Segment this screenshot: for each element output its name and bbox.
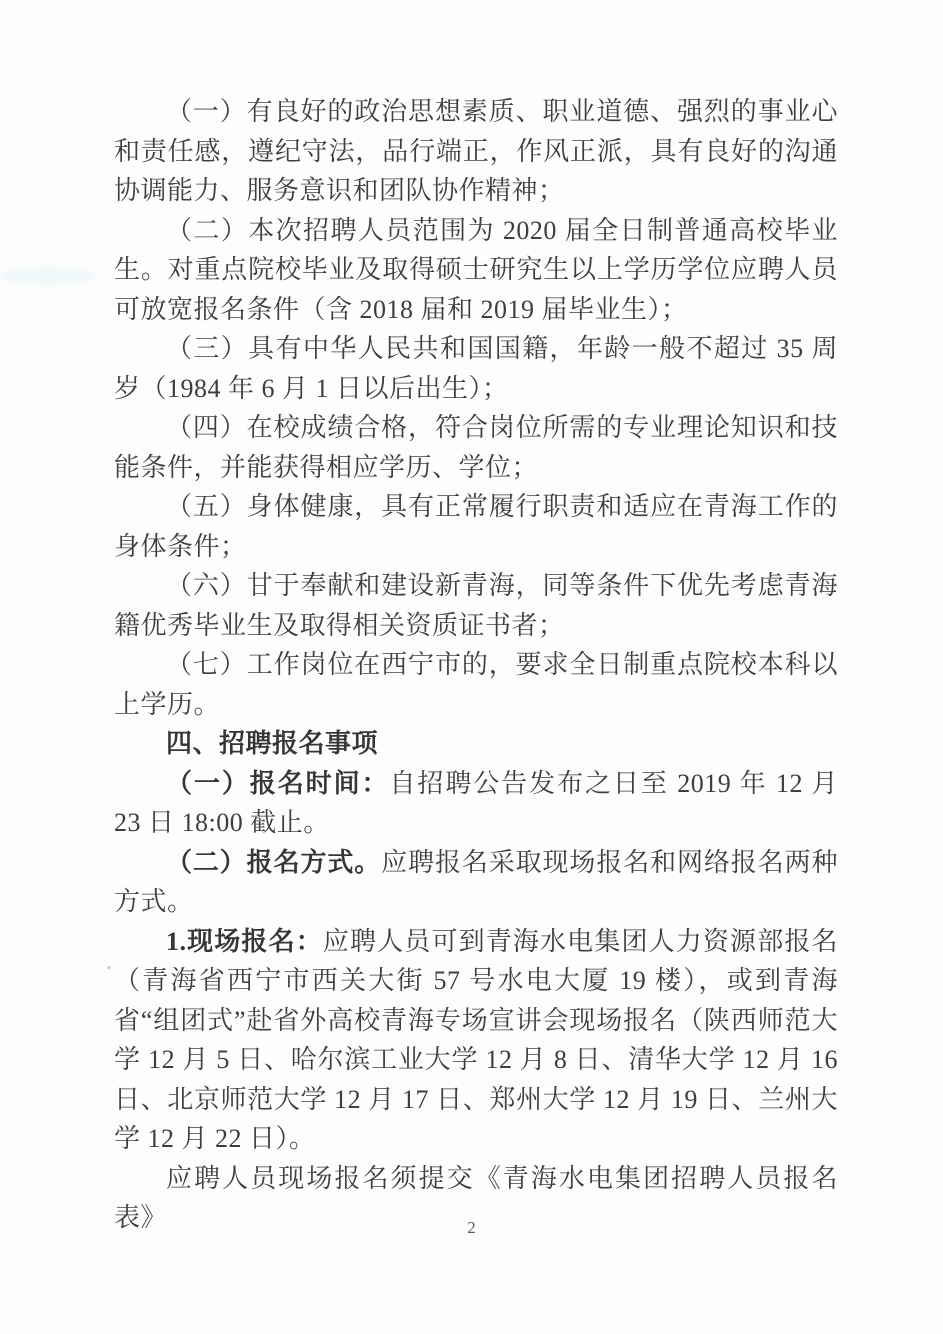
paragraph-text: （三）具有中华人民共和国国籍，年龄一般不超过 35 周岁（1984 年 6 月 1 日以后出生）； (114, 334, 838, 403)
paragraph-lead: 1.现场报名： (166, 926, 323, 956)
paragraph-text: 自招聘公告发布之日至 2019 年 12 月 23 日 18:00 截止。 (114, 768, 838, 837)
paragraph-registration-method (114, 843, 838, 922)
paragraph-lead: （二）报名方式。 (166, 847, 382, 877)
paragraph-condition-7 (114, 645, 838, 724)
paragraph-condition-1 (114, 92, 838, 211)
scan-artifact (0, 268, 96, 284)
section-heading-registration (114, 724, 838, 764)
document-body (114, 92, 838, 1238)
paragraph-text: （六）甘于奉献和建设新青海，同等条件下优先考虑青海籍优秀毕业生及取得相关资质证书者； (114, 571, 838, 640)
paragraph-condition-5 (114, 487, 838, 566)
paragraph-condition-3 (114, 329, 838, 408)
paragraph-text: （二）本次招聘人员范围为 2020 届全日制普通高校毕业生。对重点院校毕业及取得硕士研究生以上学历学位应聘人员可放宽报名条件（含 2018 届和 2019 届毕业生）； (114, 215, 838, 324)
section-heading-text: 四、招聘报名事项 (166, 729, 379, 758)
paragraph-onsite-registration (114, 922, 838, 1159)
paragraph-registration-time (114, 764, 838, 843)
paragraph-text: 应聘人员现场报名须提交《青海水电集团招聘人员报名表》 (114, 1163, 838, 1232)
paragraph-text: 应聘人员可到青海水电集团人力资源部报名（青海省西宁市西关大街 57 号水电大厦 19 楼），或到青海省“组团式”赴省外高校青海专场宣讲会现场报名（陕西师范大学 12 月 5 日、哈尔滨工业大学 12 月 8 日、清华大学 12 月 16 日、北京师范大学 12 月 17 日、郑州大学 12 月 19 日、兰州大学 12 月 22 日）。 (114, 926, 838, 1153)
paragraph-condition-6 (114, 566, 838, 645)
paragraph-text: （七）工作岗位在西宁市的，要求全日制重点院校本科以上学历。 (114, 650, 838, 719)
paragraph-condition-2 (114, 211, 838, 330)
page-number: 2 (467, 1218, 476, 1237)
paragraph-text: （五）身体健康，具有正常履行职责和适应在青海工作的身体条件； (114, 492, 838, 561)
paragraph-text: （四）在校成绩合格，符合岗位所需的专业理论知识和技能条件，并能获得相应学历、学位； (114, 413, 838, 482)
paragraph-lead: （一）报名时间： (166, 768, 390, 798)
paragraph-text: 应聘报名采取现场报名和网络报名两种方式。 (114, 847, 838, 916)
scan-artifact (107, 966, 111, 969)
paragraph-condition-4 (114, 408, 838, 487)
paragraph-text: （一）有良好的政治思想素质、职业道德、强烈的事业心和责任感，遵纪守法，品行端正，作风正派，具有良好的沟通协调能力、服务意识和团队协作精神； (114, 97, 838, 205)
